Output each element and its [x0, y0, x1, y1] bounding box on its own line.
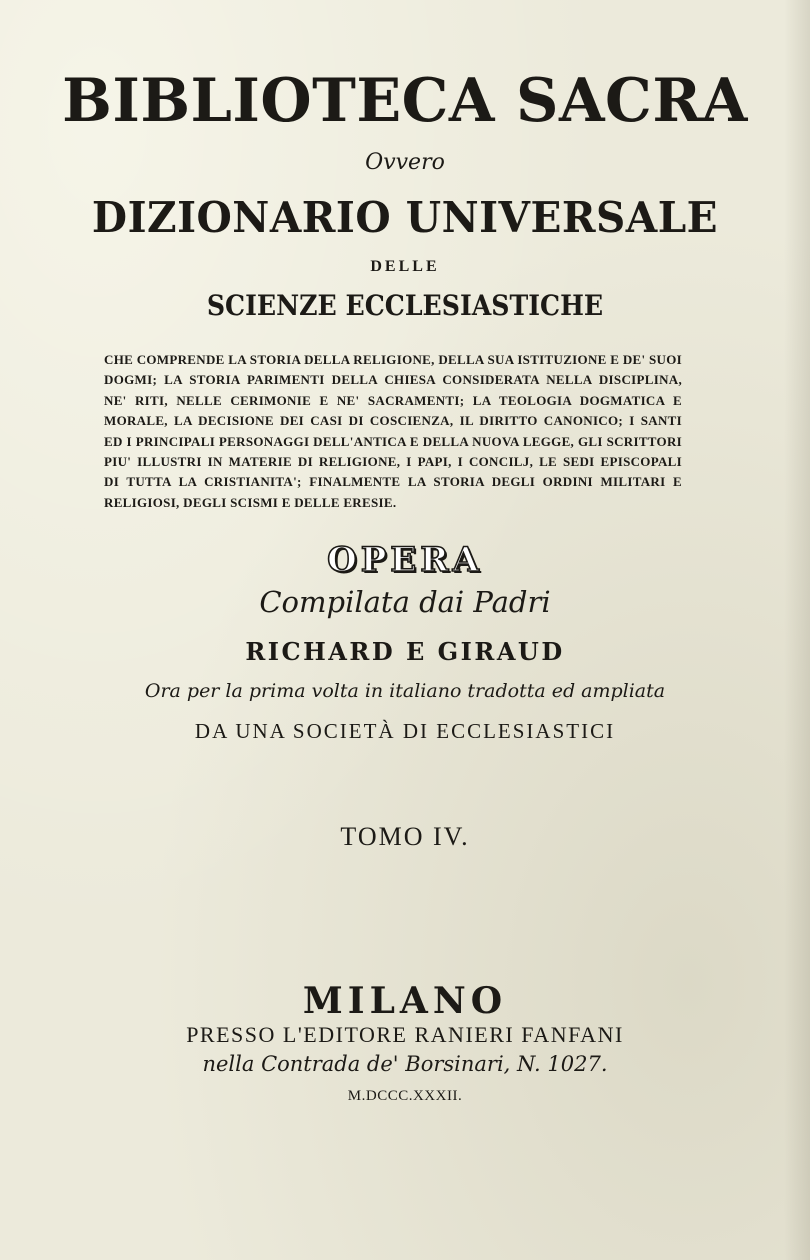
publication-year: M.DCCC.XXXII.: [347, 1088, 463, 1104]
description-line: ED I PRINCIPALI PERSONAGGI DELL'ANTICA E DELLA NUOVA LEGGE, GLI SCRITTORI: [104, 433, 682, 449]
opera-heading: OPERA: [327, 540, 483, 580]
authors: RICHARD E GIRAUD: [245, 637, 565, 666]
translation-note: Ora per la prima volta in italiano tradotta ed ampliata: [144, 680, 666, 702]
volume-number: TOMO IV.: [340, 822, 470, 851]
book-subtitle: DIZIONARIO UNIVERSALE: [91, 193, 719, 242]
compilata-text: Compilata dai Padri: [259, 585, 551, 619]
description-line: RELIGIOSI, DEGLI SCISMI E DELLE ERESIE.: [104, 494, 397, 510]
description-line: PIU' ILLUSTRI IN MATERIE DI RELIGIONE, I PAPI, I CONCILJ, LE SEDI EPISCOPALI: [104, 454, 682, 470]
description-line: DI TUTTA LA CRISTIANITA'; FINALMENTE LA STORIA DEGLI ORDINI MILITARI E: [104, 474, 682, 490]
publication-city: MILANO: [302, 980, 508, 1022]
description-line: DOGMI; LA STORIA PARIMENTI DELLA CHIESA CONSIDERATA NELLA DISCIPLINA,: [104, 372, 682, 388]
description-line: MORALE, LA DECISIONE DEI CASI DI COSCIENZA, IL DIRITTO CANONICO; I SANTI: [104, 413, 682, 429]
publisher-address: nella Contrada de' Borsinari, N. 1027.: [202, 1052, 608, 1076]
publisher: PRESSO L'EDITORE RANIERI FANFANI: [186, 1022, 624, 1047]
ovvero-text: Ovvero: [365, 150, 445, 175]
description-line: CHE COMPRENDE LA STORIA DELLA RELIGIONE, DELLA SUA ISTITUZIONE E DE' SUOI: [104, 352, 682, 367]
book-subtitle-2: SCIENZE ECCLESIASTICHE: [206, 289, 604, 322]
book-title: BIBLIOTECA SACRA: [62, 66, 748, 136]
delle-text: DELLE: [370, 258, 440, 275]
translator-society: DA UNA SOCIETÀ DI ECCLESIASTICI: [194, 719, 616, 743]
description-line: NE' RITI, NELLE CERIMONIE E NE' SACRAMENTI; LA TEOLOGIA DOGMATICA E: [104, 392, 682, 408]
description-block: [104, 350, 682, 513]
